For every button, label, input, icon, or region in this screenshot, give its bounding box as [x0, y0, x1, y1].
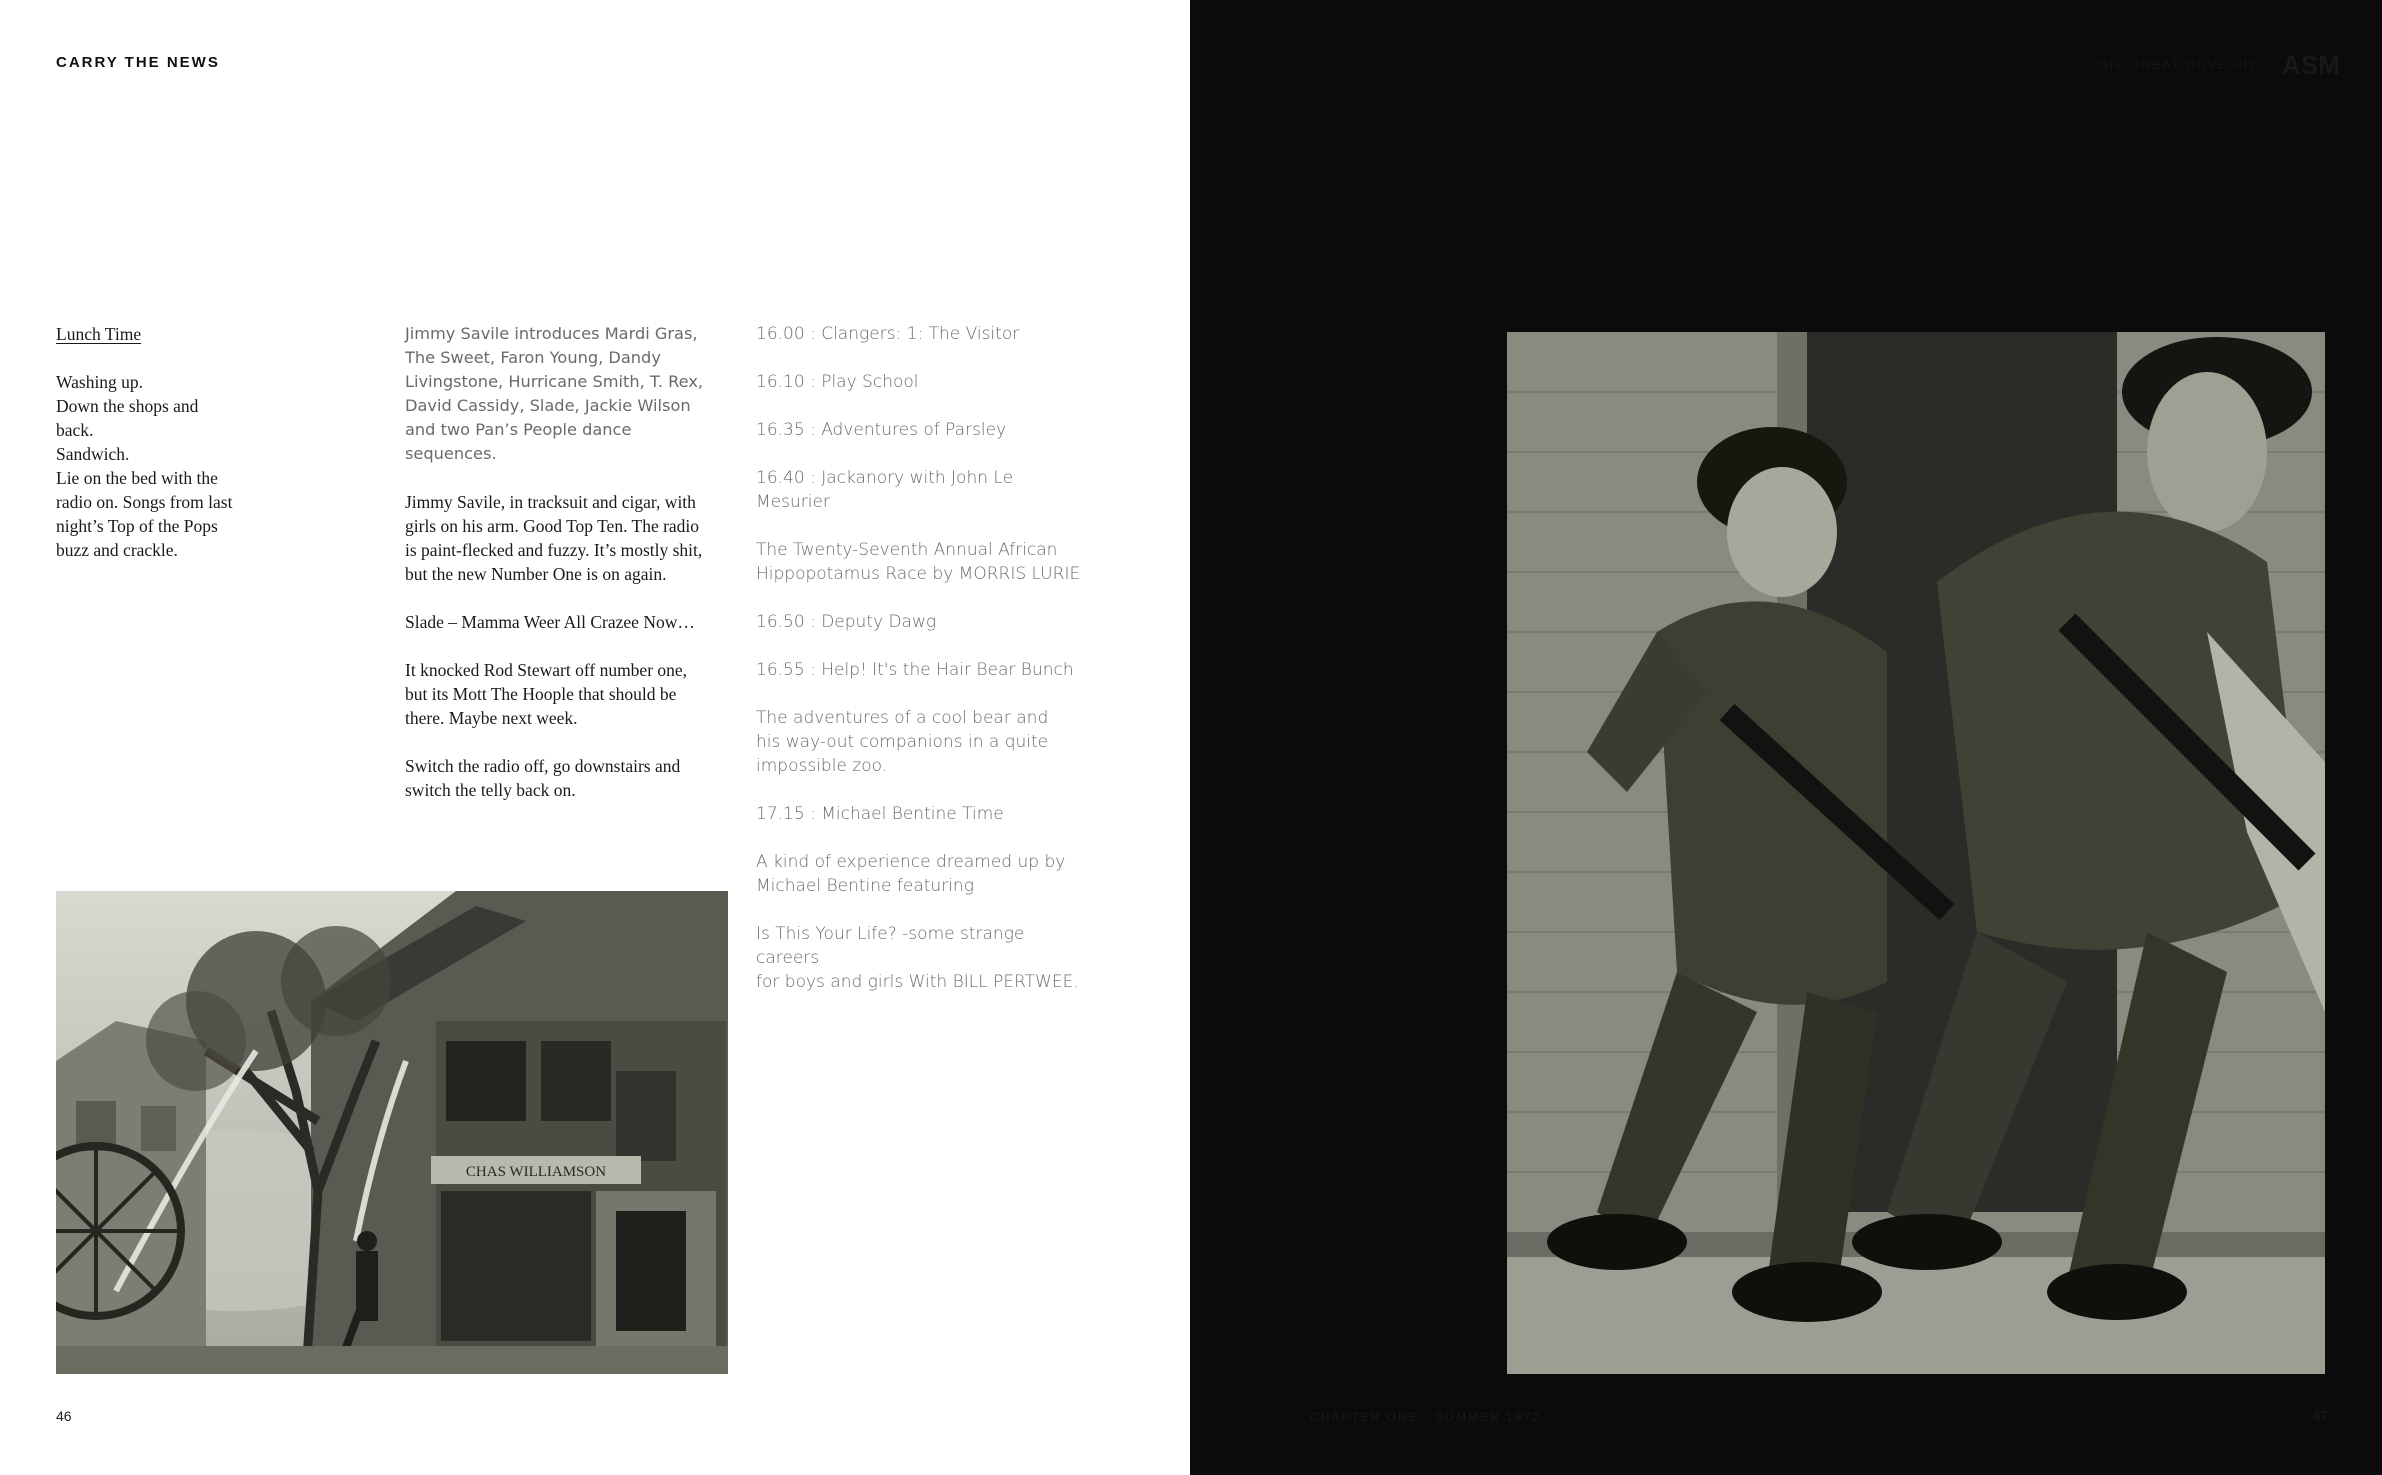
text-line: Switch the radio off, go downstairs and	[405, 756, 681, 776]
photo-soldiers-running	[1507, 332, 2325, 1374]
text-line: Slade – Mamma Weer All Crazee Now…	[405, 612, 695, 632]
column-tv-schedule	[756, 322, 1086, 1018]
column-lunch-time	[56, 322, 256, 586]
text-line: The Sweet, Faron Young, Dandy	[405, 348, 661, 367]
text-line: 16.35 : Adventures of Parsley	[756, 420, 1007, 440]
schedule-entry	[756, 538, 1086, 586]
text-line: his way-out companions in a quite	[756, 732, 1049, 752]
soldiers-illustration	[1507, 332, 2325, 1374]
text-line: is paint-flecked and fuzzy. It’s mostly shit,	[405, 540, 703, 560]
text-line: 16.10 : Play School	[756, 372, 919, 392]
text-line: 16.50 : Deputy Dawg	[756, 612, 937, 632]
section-heading	[56, 322, 256, 346]
text-line: Lie on the bed with the	[56, 468, 218, 488]
publication-logo: ASM	[2282, 50, 2340, 80]
text-line: David Cassidy, Slade, Jackie Wilson	[405, 396, 691, 415]
text-line: The Twenty-Seventh Annual African	[756, 540, 1058, 560]
lunch-time-text	[56, 370, 256, 562]
text-line: Is This Your Life? -some strange careers	[756, 924, 1025, 968]
footer-text: CHAPTER ONE · SUMMER 1972	[1310, 1410, 1541, 1424]
running-head-right: THE GREAT DOVE HIT	[2095, 58, 2259, 72]
text-line: Livingstone, Hurricane Smith, T. Rex,	[405, 372, 704, 391]
schedule-entry	[756, 610, 1086, 634]
text-line: Sandwich.	[56, 444, 130, 464]
text-line: Down the shops and	[56, 396, 199, 416]
paragraph	[405, 610, 725, 634]
schedule-entry	[756, 322, 1086, 346]
text-line: 16.55 : Help! It's the Hair Bear Bunch	[756, 660, 1074, 680]
text-line: and two Pan’s People dance sequences.	[405, 420, 632, 463]
text-line: Washing up.	[56, 372, 144, 392]
running-head: CARRY THE NEWS	[56, 54, 220, 71]
fire-scene-illustration	[56, 891, 728, 1374]
heading-lunch-time: Lunch Time	[56, 324, 142, 344]
schedule-entry	[756, 418, 1086, 442]
text-line: It knocked Rod Stewart off number one,	[405, 660, 688, 680]
intro-paragraph	[405, 322, 725, 466]
column-top-of-the-pops	[405, 322, 725, 826]
text-line: Jimmy Savile, in tracksuit and cigar, with	[405, 492, 696, 512]
text-line: The adventures of a cool bear and	[756, 708, 1049, 728]
text-line: Hippopotamus Race by MORRIS LURIE	[756, 564, 1081, 584]
schedule-entry	[756, 802, 1086, 826]
paragraph	[405, 490, 725, 586]
page-number: 46	[56, 1408, 72, 1424]
text-line: 16.00 : Clangers: 1: The Visitor	[756, 324, 1020, 344]
text-line: switch the telly back on.	[405, 780, 576, 800]
left-page	[0, 0, 1190, 1475]
right-page	[1190, 0, 2382, 1475]
text-line: back.	[56, 420, 94, 440]
page-number-right: 47	[2313, 1408, 2328, 1423]
text-line: buzz and crackle.	[56, 540, 178, 560]
text-line: radio on. Songs from last	[56, 492, 233, 512]
schedule-entry	[756, 658, 1086, 682]
text-line: Michael Bentine featuring	[756, 876, 974, 896]
text-line: there. Maybe next week.	[405, 708, 578, 728]
schedule-entry	[756, 922, 1086, 994]
text-line: for boys and girls With BILL PERTWEE.	[756, 972, 1079, 992]
text-line: A kind of experience dreamed up by	[756, 852, 1066, 872]
paragraph	[405, 658, 725, 730]
schedule-entry	[756, 466, 1086, 514]
text-line: 16.40 : Jackanory with John Le Mesurier	[756, 468, 1014, 512]
text-line: but the new Number One is on again.	[405, 564, 667, 584]
text-line: 17.15 : Michael Bentine Time	[756, 804, 1004, 824]
shop-sign-text: CHAS WILLIAMSON	[465, 1164, 607, 1180]
paragraph	[405, 754, 725, 802]
text-line: but its Mott The Hoople that should be	[405, 684, 677, 704]
schedule-entry	[756, 706, 1086, 778]
text-line: impossible zoo.	[756, 756, 888, 776]
text-line: night’s Top of the Pops	[56, 516, 218, 536]
text-line: Jimmy Savile introduces Mardi Gras,	[405, 324, 698, 343]
text-line: girls on his arm. Good Top Ten. The radio	[405, 516, 700, 536]
schedule-entry	[756, 370, 1086, 394]
schedule-entry	[756, 850, 1086, 898]
photo-fire-hose-building	[56, 891, 728, 1374]
